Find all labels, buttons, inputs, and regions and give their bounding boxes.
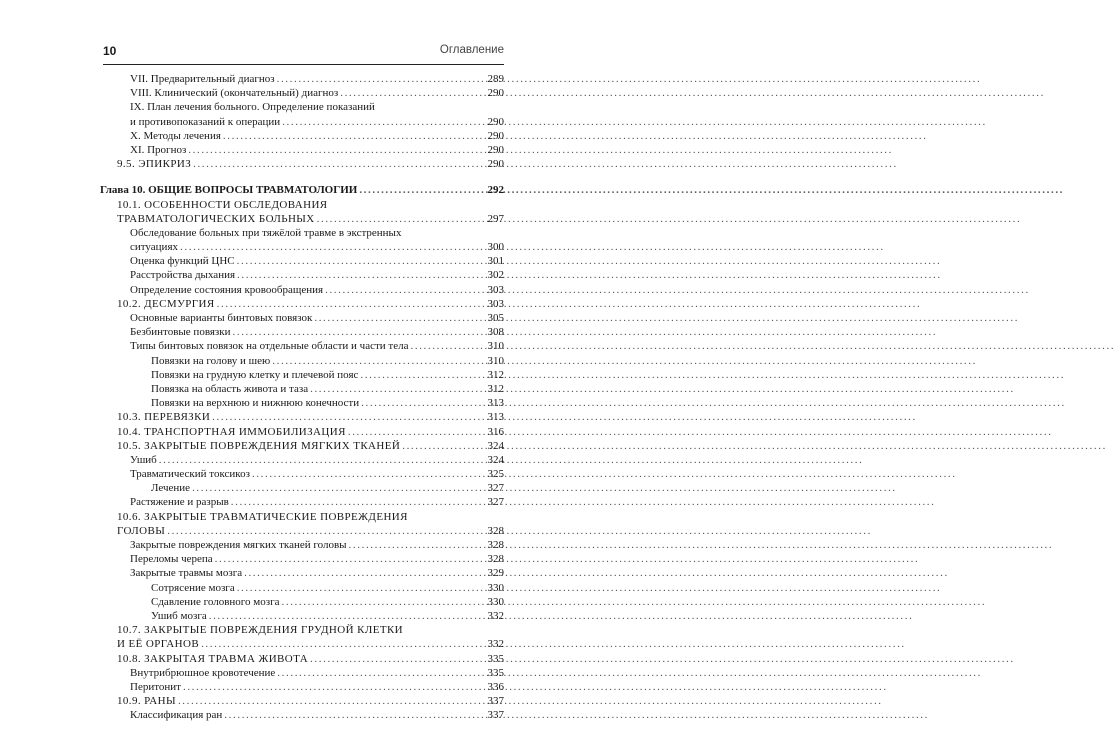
toc-leader-dots — [176, 694, 487, 708]
toc-entry-title: Классификация ран — [130, 709, 223, 722]
toc-entry — [100, 72, 504, 86]
toc-leader-dots — [157, 453, 487, 467]
toc-leader-dots — [357, 183, 486, 197]
toc-leader-dots — [210, 410, 486, 424]
toc-entry-title: Травматический токсикоз — [130, 468, 250, 481]
toc-entry-title: Основные варианты бинтовых повязок — [130, 312, 313, 324]
toc-entry-title: Повязки на голову и шею — [151, 354, 271, 367]
toc-page-number: 336 — [487, 680, 504, 693]
toc-leader-dots — [191, 157, 486, 171]
toc-entry-title: Растяжение и разрыв — [130, 496, 229, 509]
chapter-gap — [100, 171, 504, 183]
toc-section-entry — [100, 410, 504, 424]
toc-page-number: 290 — [487, 87, 504, 100]
toc-entry — [100, 226, 504, 240]
toc-entry-title: и противопоказаний к операции — [130, 115, 281, 128]
toc-entry — [100, 708, 504, 722]
toc-page-number: 310 — [487, 340, 504, 353]
toc-page-number: 300 — [487, 241, 504, 254]
toc-entry-title: Сотрясение мозга — [151, 581, 235, 594]
toc-leader-dots — [323, 283, 486, 297]
toc-entry-title: Сдавление головного мозга — [151, 595, 280, 608]
toc-page-number: 337 — [487, 695, 504, 708]
toc-entry — [100, 254, 504, 268]
toc-leader-dots — [359, 396, 486, 410]
toc-page-number: 290 — [487, 115, 504, 128]
toc-page-number: 289 — [487, 73, 504, 85]
toc-leader-dots — [178, 240, 486, 254]
toc-entry-title: Повязки на грудную клетку и плечевой пояс — [151, 368, 359, 381]
toc-entry-title: 10.1. ОСОБЕННОСТИ ОБСЛЕДОВАНИЯ — [117, 198, 328, 211]
toc-leader-dots — [231, 325, 487, 339]
toc-page-number: 297 — [487, 212, 504, 225]
toc-page-number: 302 — [487, 269, 504, 282]
toc-entry — [100, 666, 504, 680]
toc-entry-title: 10.8. ЗАКРЫТАЯ ТРАВМА ЖИВОТА — [117, 652, 309, 665]
toc-section-entry — [100, 694, 504, 708]
toc-leader-dots — [242, 566, 486, 580]
toc-entry — [100, 680, 504, 694]
toc-leader-dots — [165, 524, 486, 538]
toc-section-entry — [100, 623, 504, 637]
toc-leader-dots — [190, 481, 486, 495]
toc-entry — [100, 595, 504, 609]
page-header — [103, 44, 504, 65]
toc-entry-title: Внутрибрюшное кровотечение — [130, 666, 276, 679]
toc-entry-title: VII. Предварительный диагноз — [130, 73, 275, 85]
toc-leader-dots — [235, 254, 487, 268]
toc-entry — [100, 283, 504, 297]
page-number: 10 — [103, 44, 117, 58]
toc-leader-dots — [213, 552, 487, 566]
toc-entry-title: 9.5. ЭПИКРИЗ — [117, 158, 192, 171]
toc-entry — [100, 268, 504, 282]
toc-page-number: 324 — [487, 453, 504, 466]
toc-entry-title: Расстройства дыхания — [130, 269, 236, 282]
toc-entry-title: ТРАВМАТОЛОГИЧЕСКИХ БОЛЬНЫХ — [117, 212, 315, 225]
toc-page-number: 313 — [487, 397, 504, 410]
toc-leader-dots — [308, 382, 486, 396]
toc-entry — [100, 552, 504, 566]
toc-section-entry — [100, 637, 504, 651]
toc-leader-dots — [409, 339, 487, 353]
toc-leader-dots — [338, 86, 486, 100]
toc-page-number: 316 — [487, 425, 504, 438]
toc-page-number: 335 — [487, 666, 504, 679]
toc-section-entry — [100, 297, 504, 311]
toc-entry-title: Закрытые травмы мозга — [130, 567, 243, 580]
toc-page-number: 290 — [487, 143, 504, 156]
toc-page-number: 312 — [487, 382, 504, 395]
toc-entry-title: 10.9. РАНЫ — [117, 695, 176, 708]
toc-page-number: 290 — [487, 158, 504, 171]
toc-entry-title: 10.2. ДЕСМУРГИЯ — [117, 297, 215, 310]
toc-leader-dots — [229, 495, 487, 509]
toc-entry-title: Перитонит — [130, 680, 181, 693]
toc-page-number: 324 — [487, 439, 504, 452]
toc-leader-dots — [312, 311, 486, 325]
toc-page-number: 332 — [487, 638, 504, 651]
toc-entry — [100, 581, 504, 595]
toc-section-entry — [100, 212, 504, 226]
toc-section-entry — [100, 510, 504, 524]
toc-entry-title: Обследование больных при тяжёлой травме в экстренных — [130, 226, 402, 239]
toc-leader-dots — [235, 268, 486, 282]
toc-entry — [100, 368, 504, 382]
toc-entry — [100, 311, 504, 325]
toc-leader-dots — [275, 72, 487, 86]
toc-entry-title: VIII. Клинический (окончательный) диагноз — [130, 87, 339, 100]
toc-entry-title: ГОЛОВЫ — [117, 524, 166, 537]
toc-leader-dots — [215, 297, 487, 311]
toc-entry — [100, 240, 504, 254]
toc-entry — [100, 115, 504, 129]
toc-page-number: 292 — [487, 184, 504, 197]
toc-entry — [100, 325, 504, 339]
toc-leader-dots — [347, 538, 487, 552]
toc-entry-title: IX. План лечения больного. Определение показаний — [130, 101, 375, 114]
toc-page-number: 305 — [487, 312, 504, 324]
toc-entry-title: 10.6. ЗАКРЫТЫЕ ТРАВМАТИЧЕСКИЕ ПОВРЕЖДЕНИЯ — [117, 510, 408, 523]
toc-entry-title: И ЕЁ ОРГАНОВ — [117, 638, 200, 651]
toc-entry-title: Повязки на верхнюю и нижнюю конечности — [151, 397, 360, 410]
toc-entry-title: Переломы черепа — [130, 553, 213, 566]
toc-entry-title: 10.4. ТРАНСПОРТНАЯ ИММОБИЛИЗАЦИЯ — [117, 425, 346, 438]
table-of-contents — [100, 72, 504, 722]
toc-page-number: 313 — [487, 411, 504, 424]
toc-section-chapter-10 — [100, 183, 504, 722]
toc-entry — [100, 396, 504, 410]
toc-page-number: 310 — [487, 354, 504, 367]
toc-leader-dots — [221, 129, 487, 143]
toc-page-number: 327 — [487, 482, 504, 495]
toc-entry-title: Ушиб — [130, 453, 157, 466]
toc-leader-dots — [280, 115, 486, 129]
toc-leader-dots — [186, 143, 486, 157]
toc-entry-title: Безбинтовые повязки — [130, 326, 231, 339]
toc-entry-title: Ушиб мозга — [151, 609, 207, 622]
toc-section-chapter-9-end — [100, 72, 504, 171]
toc-page-number: 332 — [487, 609, 504, 622]
toc-entry-title: Повязка на область живота и таза — [151, 382, 309, 395]
toc-section-entry — [100, 198, 504, 212]
toc-page-number: 312 — [487, 368, 504, 381]
toc-leader-dots — [280, 595, 487, 609]
toc-page-number: 328 — [487, 539, 504, 551]
toc-section-entry — [100, 652, 504, 666]
toc-section-entry — [100, 524, 504, 538]
toc-entry — [100, 481, 504, 495]
toc-page-number: 330 — [487, 581, 504, 594]
toc-entry — [100, 467, 504, 481]
toc-page-number: 303 — [487, 283, 504, 296]
toc-leader-dots — [346, 425, 487, 439]
toc-entry — [100, 100, 504, 114]
toc-leader-dots — [235, 581, 487, 595]
toc-chapter-entry — [100, 183, 504, 197]
toc-page-number: 301 — [487, 255, 504, 268]
toc-entry — [100, 86, 504, 100]
toc-entry — [100, 538, 504, 552]
toc-section-entry — [100, 157, 504, 171]
toc-leader-dots — [250, 467, 487, 481]
toc-entry — [100, 566, 504, 580]
toc-page-number: 330 — [487, 595, 504, 608]
toc-entry-title: Лечение — [151, 482, 191, 495]
toc-page-number: 337 — [487, 709, 504, 722]
toc-page-number: 303 — [487, 297, 504, 310]
toc-entry — [100, 354, 504, 368]
toc-entry-title: 10.5. ЗАКРЫТЫЕ ПОВРЕЖДЕНИЯ МЯГКИХ ТКАНЕЙ — [117, 439, 401, 452]
toc-entry — [100, 609, 504, 623]
toc-leader-dots — [199, 637, 486, 651]
toc-entry-title: X. Методы лечения — [130, 129, 221, 142]
toc-section-entry — [100, 425, 504, 439]
toc-page-number: 328 — [487, 553, 504, 566]
toc-leader-dots — [275, 666, 486, 680]
toc-entry-title: Глава 10. ОБЩИЕ ВОПРОСЫ ТРАВМАТОЛОГИИ — [100, 184, 358, 197]
toc-entry-title: Типы бинтовых повязок на отдельные области и части тела — [130, 340, 409, 353]
toc-leader-dots — [358, 368, 486, 382]
toc-entry-title: Определение состояния кровообращения — [130, 283, 324, 296]
toc-leader-dots — [181, 680, 487, 694]
toc-entry — [100, 129, 504, 143]
toc-entry — [100, 453, 504, 467]
toc-entry — [100, 143, 504, 157]
toc-page-number: 308 — [487, 326, 504, 339]
toc-page-number: 328 — [487, 524, 504, 537]
running-title: Оглавление — [439, 44, 504, 56]
toc-entry-title: Закрытые повреждения мягких тканей головы — [130, 539, 347, 551]
toc-leader-dots — [400, 439, 486, 453]
toc-page-number: 329 — [487, 567, 504, 580]
toc-entry-title: ситуациях — [130, 241, 179, 254]
toc-page-number: 327 — [487, 496, 504, 509]
toc-leader-dots — [308, 652, 486, 666]
toc-leader-dots — [315, 212, 487, 226]
toc-page-number: 335 — [487, 652, 504, 665]
toc-entry-title: XI. Прогноз — [130, 143, 187, 156]
toc-section-entry — [100, 439, 504, 453]
toc-leader-dots — [270, 354, 486, 368]
toc-entry — [100, 339, 504, 353]
toc-entry — [100, 495, 504, 509]
toc-entry — [100, 382, 504, 396]
toc-leader-dots — [222, 708, 486, 722]
toc-page-number: 290 — [487, 129, 504, 142]
toc-entry-title: 10.7. ЗАКРЫТЫЕ ПОВРЕЖДЕНИЯ ГРУДНОЙ КЛЕТКИ — [117, 624, 404, 637]
toc-entry-title: Оценка функций ЦНС — [130, 255, 235, 268]
toc-leader-dots — [207, 609, 487, 623]
toc-page-number: 325 — [487, 468, 504, 481]
toc-entry-title: 10.3. ПЕРЕВЯЗКИ — [117, 411, 211, 424]
